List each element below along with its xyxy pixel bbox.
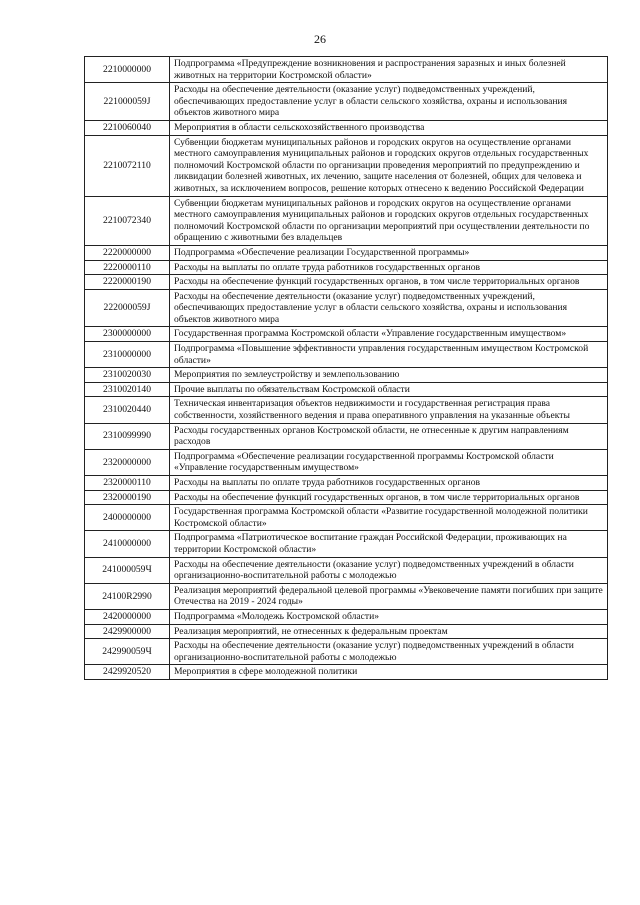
table-row <box>85 665 608 680</box>
row-description: Подпрограмма «Предупреждение возникновения и распространения заразных и иных болезней животных на территории Костромской области» <box>170 57 608 83</box>
row-code: 2400000000 <box>85 505 170 531</box>
row-code: 2410000000 <box>85 531 170 557</box>
table-row <box>85 609 608 624</box>
table-body <box>85 57 608 680</box>
table-row <box>85 505 608 531</box>
table-row <box>85 342 608 368</box>
table-row <box>85 368 608 383</box>
table-row <box>85 327 608 342</box>
row-description: Расходы на обеспечение деятельности (оказание услуг) подведомственных учреждений, обеспечивающих предоставление услуг в области сельского хозяйства, охраны и использования объектов животного мира <box>170 83 608 121</box>
row-code: 2420000000 <box>85 609 170 624</box>
row-code: 2220000190 <box>85 275 170 290</box>
table-row <box>85 120 608 135</box>
row-code: 2310020140 <box>85 382 170 397</box>
row-description: Расходы на обеспечение деятельности (оказание услуг) подведомственных учреждений в области организационно-воспитательной работы с молодежью <box>170 557 608 583</box>
table-row <box>85 196 608 245</box>
row-code: 2310020440 <box>85 397 170 423</box>
row-description: Субвенции бюджетам муниципальных районов и городских округов на осуществление органами местного самоуправления муниципальных районов и городских округов отдельных государственных полномочий Костромской области по организации мероприятий при осуществлении деятельности по обращению с животными без владельцев <box>170 196 608 245</box>
table-row <box>85 476 608 491</box>
row-description: Мероприятия в сфере молодежной политики <box>170 665 608 680</box>
row-description: Подпрограмма «Патриотическое воспитание граждан Российской Федерации, проживающих на территории Костромской области» <box>170 531 608 557</box>
table-row <box>85 83 608 121</box>
row-description: Расходы на обеспечение деятельности (оказание услуг) подведомственных учреждений в области организационно-воспитательной работы с молодежью <box>170 639 608 665</box>
row-code: 242990059Ч <box>85 639 170 665</box>
table-row <box>85 135 608 196</box>
table-row <box>85 289 608 327</box>
row-code: 2310000000 <box>85 342 170 368</box>
table-row <box>85 557 608 583</box>
row-description: Подпрограмма «Обеспечение реализации Государственной программы» <box>170 245 608 260</box>
row-code: 2320000110 <box>85 476 170 491</box>
row-description: Мероприятия в области сельскохозяйственного производства <box>170 120 608 135</box>
row-code: 2210072340 <box>85 196 170 245</box>
table-row <box>85 624 608 639</box>
row-description: Реализация мероприятий, не отнесенных к федеральным проектам <box>170 624 608 639</box>
row-description: Мероприятия по землеустройству и землепользованию <box>170 368 608 383</box>
budget-classification-table <box>84 56 608 680</box>
row-description: Расходы на выплаты по оплате труда работников государственных органов <box>170 260 608 275</box>
row-description: Подпрограмма «Повышение эффективности управления государственным имуществом Костромской области» <box>170 342 608 368</box>
row-code: 24100R2990 <box>85 583 170 609</box>
row-description: Расходы на обеспечение деятельности (оказание услуг) подведомственных учреждений, обеспечивающих предоставление услуг в области сельского хозяйства, охраны и использования объектов животного мира <box>170 289 608 327</box>
row-code: 2210000000 <box>85 57 170 83</box>
table-row <box>85 423 608 449</box>
table-row <box>85 275 608 290</box>
row-code: 2210060040 <box>85 120 170 135</box>
row-description: Подпрограмма «Обеспечение реализации государственной программы Костромской области «Управление государственным имуществом» <box>170 449 608 475</box>
row-code: 2320000000 <box>85 449 170 475</box>
table-row <box>85 531 608 557</box>
row-code: 2310099990 <box>85 423 170 449</box>
row-description: Прочие выплаты по обязательствам Костромской области <box>170 382 608 397</box>
row-description: Государственная программа Костромской области «Управление государственным имуществом» <box>170 327 608 342</box>
table-row <box>85 639 608 665</box>
table-row <box>85 260 608 275</box>
row-code: 2220000000 <box>85 245 170 260</box>
row-code: 241000059Ч <box>85 557 170 583</box>
row-description: Расходы на обеспечение функций государственных органов, в том числе территориальных органов <box>170 275 608 290</box>
table-row <box>85 449 608 475</box>
row-code: 2320000190 <box>85 490 170 505</box>
row-description: Расходы государственных органов Костромской области, не отнесенные к другим направлениям расходов <box>170 423 608 449</box>
row-code: 2210072110 <box>85 135 170 196</box>
table-row <box>85 382 608 397</box>
table-row <box>85 57 608 83</box>
table-row <box>85 490 608 505</box>
table-row <box>85 397 608 423</box>
row-code: 2310020030 <box>85 368 170 383</box>
row-code: 2300000000 <box>85 327 170 342</box>
row-description: Государственная программа Костромской области «Развитие государственной молодежной политики Костромской области» <box>170 505 608 531</box>
row-code: 221000059J <box>85 83 170 121</box>
row-description: Реализация мероприятий федеральной целевой программы «Увековечение памяти погибших при защите Отечества на 2019 - 2024 годы» <box>170 583 608 609</box>
table-row <box>85 245 608 260</box>
row-description: Подпрограмма «Молодежь Костромской области» <box>170 609 608 624</box>
row-description: Расходы на обеспечение функций государственных органов, в том числе территориальных органов <box>170 490 608 505</box>
row-description: Техническая инвентаризация объектов недвижимости и государственная регистрация права собственности, хозяйственного ведения и права оперативного управления на указанные объекты <box>170 397 608 423</box>
row-code: 2429920520 <box>85 665 170 680</box>
row-code: 222000059J <box>85 289 170 327</box>
row-description: Субвенции бюджетам муниципальных районов и городских округов на осуществление органами местного самоуправления муниципальных районов и городских округов отдельных государственных полномочий Костромской области по организации проведения мероприятий по предупреждению и ликвидации болезней животных, их лечению, защите населения от болезней, общих для человека и животных, за исключением вопросов, решение которых отнесено к ведению Российской Федерации <box>170 135 608 196</box>
row-description: Расходы на выплаты по оплате труда работников государственных органов <box>170 476 608 491</box>
page-number: 26 <box>314 32 326 46</box>
row-code: 2429900000 <box>85 624 170 639</box>
table-row <box>85 583 608 609</box>
row-code: 2220000110 <box>85 260 170 275</box>
